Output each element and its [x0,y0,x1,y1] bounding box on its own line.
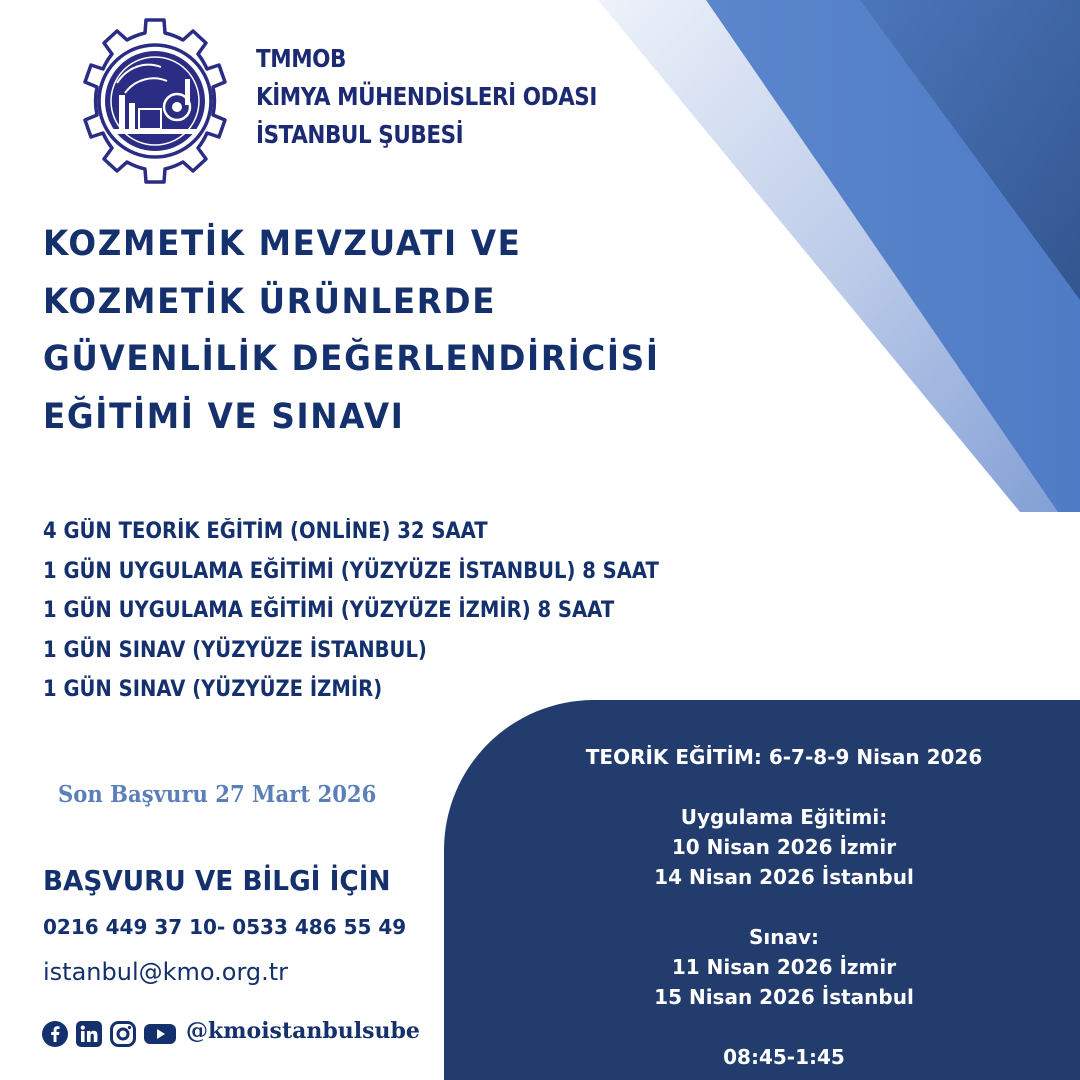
session-time: 08:45-1:45 [723,1045,845,1069]
practice-label: Uygulama Eğitimi: [680,805,888,829]
title-line-2: KOZMETİK ÜRÜNLERDE [43,281,497,322]
exam-date-istanbul: 15 Nisan 2026 İstanbul [654,985,914,1009]
title-line-3: GÜVENLİLİK DEĞERLENDİRİCİSİ [43,339,660,379]
social-handle[interactable]: @kmoistanbulsube [186,1018,420,1044]
page-title [43,216,660,446]
exam-date-izmir: 11 Nisan 2026 İzmir [671,955,897,979]
gear-factory-emblem-icon [72,18,238,184]
title-line-4: EĞİTİMİ VE SINAVI [43,396,405,437]
linkedin-icon[interactable] [76,1021,102,1047]
dates-panel-text [514,742,1054,1072]
youtube-icon[interactable] [144,1021,176,1047]
title-line-1: KOZMETİK MEVZUATI VE [43,224,522,264]
practice-date-izmir: 10 Nisan 2026 İzmir [671,835,897,859]
instagram-icon[interactable] [110,1021,136,1047]
org-line-3: İSTANBUL ŞUBESİ [256,120,464,149]
org-line-1: TMMOB [256,44,346,73]
application-deadline: Son Başvuru 27 Mart 2026 [58,781,377,808]
theory-dates: TEORİK EĞİTİM: 6-7-8-9 Nisan 2026 [585,745,983,769]
contact-email: istanbul@kmo.org.tr [43,958,289,986]
contact-phone: 0216 449 37 10- 0533 486 55 49 [43,915,407,939]
list-item: 1 GÜN UYGULAMA EĞİTİMİ (YÜZYÜZE İZMİR) 8 SAAT [43,598,615,623]
practice-date-istanbul: 14 Nisan 2026 İstanbul [654,865,914,889]
exam-label: Sınav: [748,925,820,949]
organization-name [256,40,597,154]
social-icons [42,1019,176,1049]
contact-heading: BAŞVURU VE BİLGİ İÇİN [43,864,391,897]
training-schedule-list [43,512,659,710]
list-item: 1 GÜN SINAV (YÜZYÜZE İZMİR) [43,677,383,702]
facebook-icon[interactable] [42,1021,68,1047]
org-line-2: KİMYA MÜHENDİSLERİ ODASI [256,82,597,111]
list-item: 1 GÜN UYGULAMA EĞİTİMİ (YÜZYÜZE İSTANBUL) 8 SAAT [43,558,659,584]
list-item: 1 GÜN SINAV (YÜZYÜZE İSTANBUL) [43,637,427,663]
list-item: 4 GÜN TEORİK EĞİTİM (ONLİNE) 32 SAAT [43,519,488,544]
